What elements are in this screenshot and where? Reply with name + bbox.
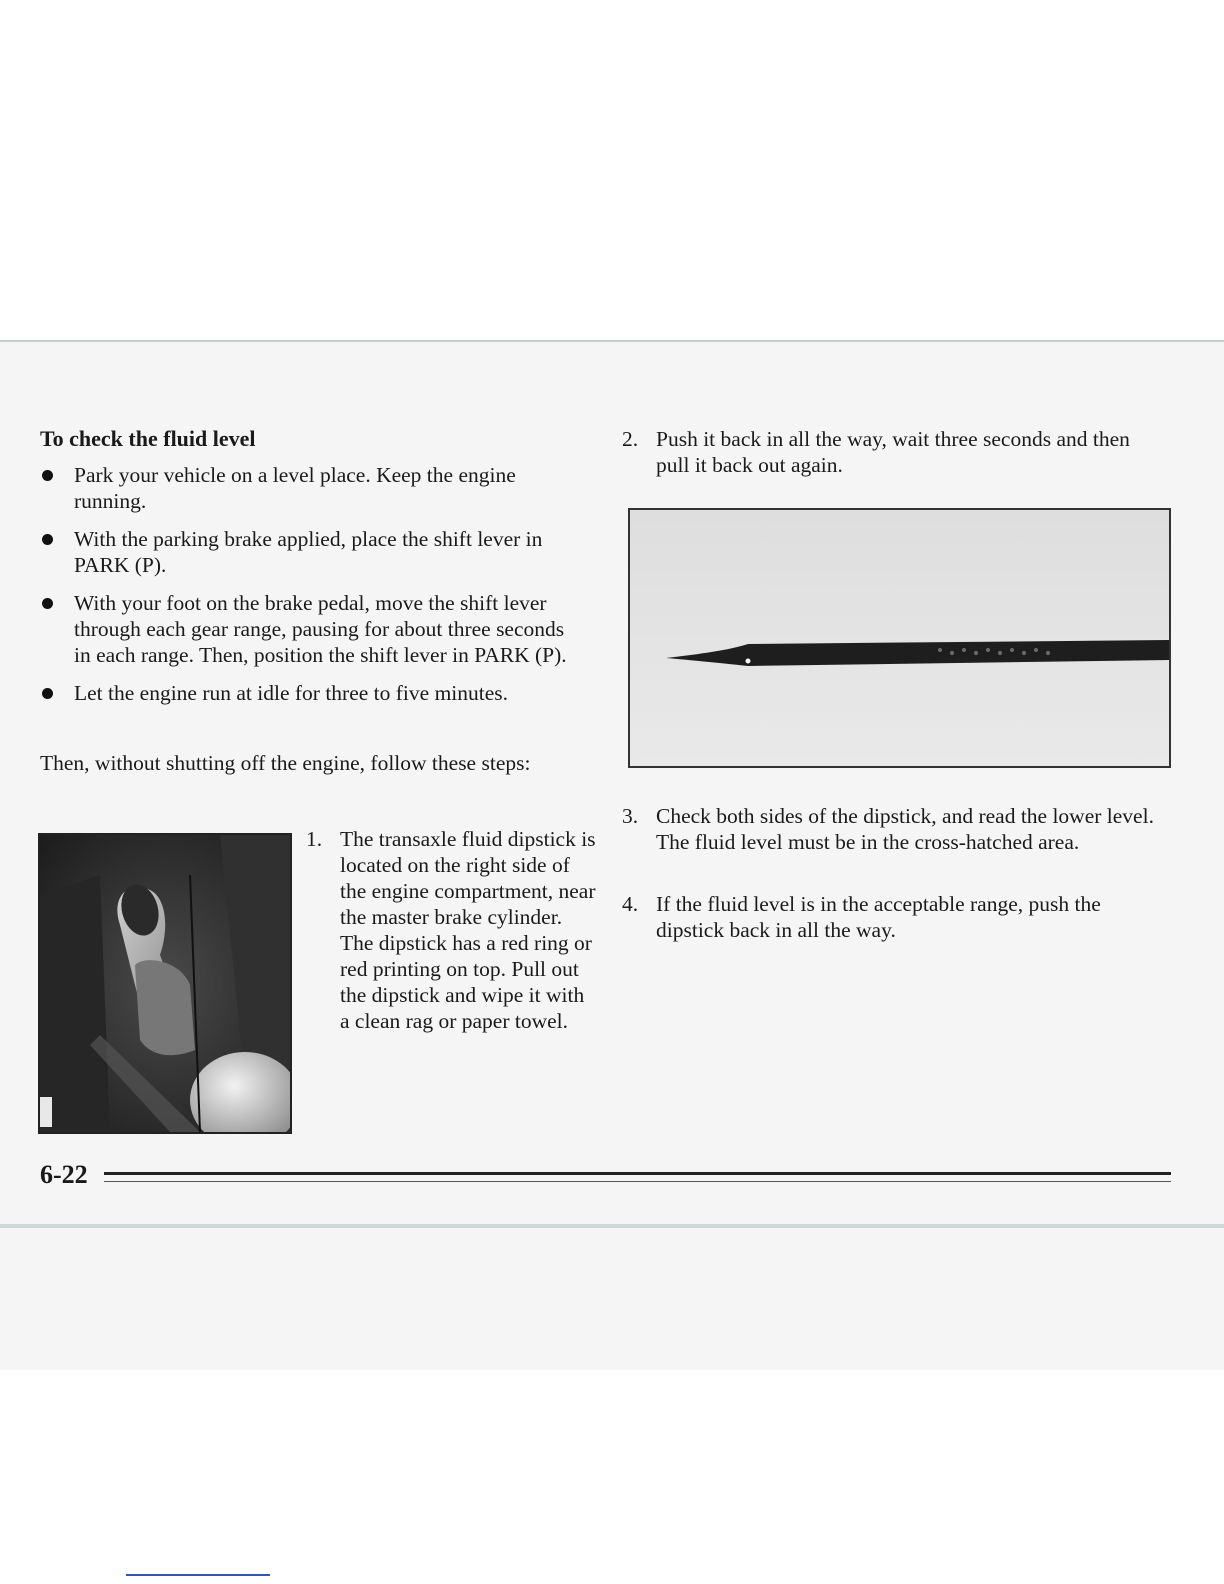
bullet-text: Park your vehicle on a level place. Keep the engine running.	[74, 463, 516, 513]
bullet-dot-icon	[42, 688, 53, 699]
step-text: Check both sides of the dipstick, and read the lower level. The fluid level must be in the cross-hatched area.	[656, 804, 1154, 854]
bullet-text: Let the engine run at idle for three to five minutes.	[74, 681, 509, 705]
step-item	[306, 826, 596, 1034]
step-item	[622, 891, 1167, 943]
intro-text: Then, without shutting off the engine, follow these steps:	[40, 751, 531, 775]
step-number: 2.	[622, 427, 639, 451]
step-text: The transaxle fluid dipstick is located on the right side of the engine compartment, near the master brake cylinder. The dipstick has a red ring or red printing on top. Pull out the dipstick and wipe it with a clean rag or paper towel.	[340, 827, 596, 1033]
footer-rule-thin	[104, 1181, 1171, 1182]
step-number: 1.	[306, 827, 323, 851]
bullet-item	[40, 526, 580, 578]
footer-rule	[104, 1172, 1171, 1175]
bullet-item	[40, 680, 580, 706]
bullet-item	[40, 590, 580, 668]
section-heading: To check the fluid level	[40, 426, 256, 451]
step-text: If the fluid level is in the acceptable range, push the dipstick back in all the way.	[656, 892, 1101, 942]
step-text: Push it back in all the way, wait three seconds and then pull it back out again.	[656, 427, 1130, 477]
footer-accent-line	[126, 1574, 270, 1576]
bullet-text: With your foot on the brake pedal, move the shift lever through each gear range, pausing for about three seconds in each range. Then, position the shift lever in PARK (P).	[74, 591, 567, 667]
top-divider	[0, 340, 1224, 342]
bullet-item	[40, 462, 580, 514]
step-number: 4.	[622, 892, 639, 916]
bottom-divider	[0, 1224, 1224, 1228]
bullet-dot-icon	[42, 598, 53, 609]
dipstick-closeup-photo	[628, 508, 1171, 768]
dipstick-location-photo	[38, 833, 292, 1134]
step-item	[622, 426, 1167, 478]
page-number: 6-22	[40, 1160, 88, 1189]
bullet-text: With the parking brake applied, place the shift lever in PARK (P).	[74, 527, 543, 577]
bullet-list	[40, 462, 580, 718]
step-item	[622, 803, 1167, 855]
bullet-dot-icon	[42, 470, 53, 481]
bullet-dot-icon	[42, 534, 53, 545]
step-number: 3.	[622, 804, 639, 828]
